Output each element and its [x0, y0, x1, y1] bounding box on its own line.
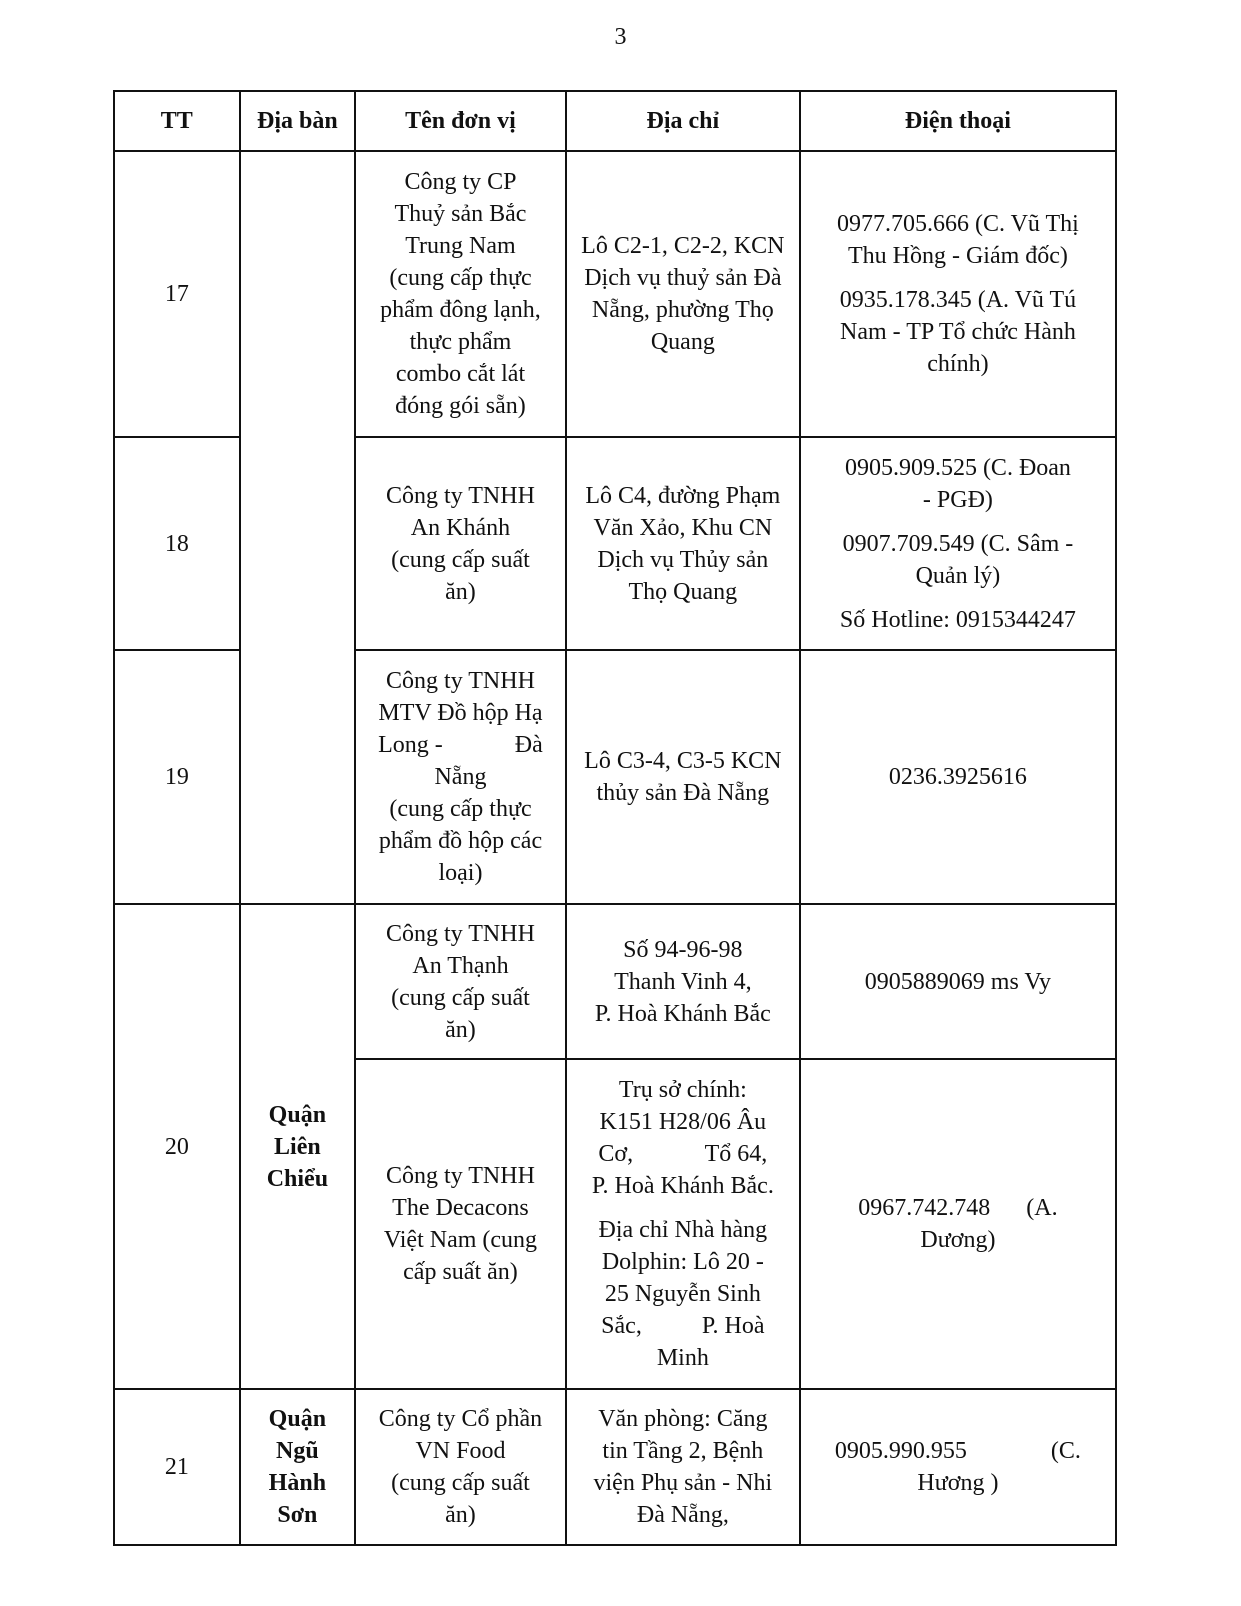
row-tt: 19: [114, 650, 240, 904]
phone-cell: 0905.990.955 (C. Hương ): [800, 1389, 1116, 1545]
unit-name-cell: Công ty Cổ phần VN Food (cung cấp suất ăn): [355, 1389, 566, 1545]
row-area: Quận Liên Chiểu: [240, 904, 355, 1389]
address-cell: Trụ sở chính: K151 H28/06 Âu Cơ, Tổ 64, P. Hoà Khánh Bắc. Địa chỉ Nhà hàng Dolphin: Lô 20 - 25 Nguyễn Sinh Sắc, P. Hoà Minh: [566, 1059, 800, 1389]
phone-cell: 0967.742.748 (A. Dương): [800, 1059, 1116, 1389]
header-address: Địa chỉ: [566, 91, 800, 151]
address-cell: Lô C4, đường Phạm Văn Xảo, Khu CN Dịch vụ Thủy sản Thọ Quang: [566, 437, 800, 650]
unit-name-cell: Công ty TNHH An Khánh (cung cấp suất ăn): [355, 437, 566, 650]
row-area: Quận Ngũ Hành Sơn: [240, 1389, 355, 1545]
row-tt: 17: [114, 151, 240, 437]
phone-cell: 0905889069 ms Vy: [800, 904, 1116, 1059]
supplier-table: [113, 90, 1117, 1546]
address-cell: Số 94-96-98 Thanh Vinh 4, P. Hoà Khánh Bắc: [566, 904, 800, 1059]
address-cell: Lô C3-4, C3-5 KCN thủy sản Đà Nẵng: [566, 650, 800, 904]
unit-name-cell: Công ty CP Thuỷ sản Bắc Trung Nam (cung cấp thực phẩm đông lạnh, thực phẩm combo cắt lát đóng gói sẵn): [355, 151, 566, 437]
header-unit-name: Tên đơn vị: [355, 91, 566, 151]
address-cell: Văn phòng: Căng tin Tầng 2, Bệnh viện Phụ sản - Nhi Đà Nẵng,: [566, 1389, 800, 1545]
unit-name-cell: Công ty TNHH The Decacons Việt Nam (cung cấp suất ăn): [355, 1059, 566, 1389]
phone-cell: 0977.705.666 (C. Vũ Thị Thu Hồng - Giám đốc) 0935.178.345 (A. Vũ Tú Nam - TP Tổ chức Hành chính): [800, 151, 1116, 437]
header-tt: TT: [114, 91, 240, 151]
header-area: Địa bàn: [240, 91, 355, 151]
table-row: [114, 151, 1116, 437]
table-row: [114, 1389, 1116, 1545]
phone-cell: 0236.3925616: [800, 650, 1116, 904]
page-number: 3: [614, 24, 627, 50]
table-row: [114, 904, 1116, 1059]
row-tt: 21: [114, 1389, 240, 1545]
row-tt: 20: [114, 904, 240, 1389]
header-phone: Điện thoại: [800, 91, 1116, 151]
unit-name-cell: Công ty TNHH An Thạnh (cung cấp suất ăn): [355, 904, 566, 1059]
phone-cell: 0905.909.525 (C. Đoan - PGĐ) 0907.709.549 (C. Sâm - Quản lý) Số Hotline: 0915344247: [800, 437, 1116, 650]
table-header-row: [114, 91, 1116, 151]
row-area: [240, 151, 355, 904]
address-cell: Lô C2-1, C2-2, KCN Dịch vụ thuỷ sản Đà Nẵng, phường Thọ Quang: [566, 151, 800, 437]
row-tt: 18: [114, 437, 240, 650]
unit-name-cell: Công ty TNHH MTV Đồ hộp Hạ Long - Đà Nẵng (cung cấp thực phẩm đồ hộp các loại): [355, 650, 566, 904]
